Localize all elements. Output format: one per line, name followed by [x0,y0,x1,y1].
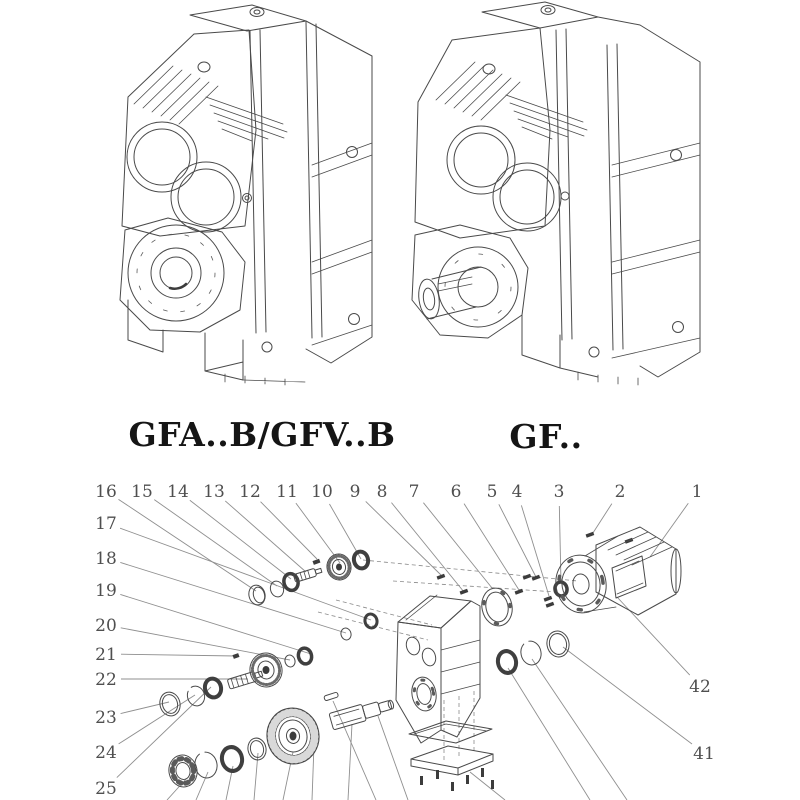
leader-line-18 [120,562,346,633]
model-label-left: GFA..B/GFV..B [128,415,396,454]
shaft-key [324,692,339,701]
oil-pan [411,746,493,768]
callout-number-24: 24 [95,743,117,763]
leader-line-15 [154,500,277,586]
leader-line-5 [499,504,536,577]
ball-bearing [166,752,200,789]
leader-line-2 [591,504,612,536]
terminal-box [612,556,646,598]
output-gear [263,704,324,768]
leader-line-9 [366,501,441,575]
callout-number-22: 22 [95,670,117,690]
snap-ring [519,639,544,667]
callout-number-2: 2 [614,482,626,502]
leader-line-8 [391,503,464,592]
circlip [340,627,353,641]
figure-left-housing-drawing [120,5,372,385]
callout-number-21: 21 [95,645,117,665]
leader-line-6 [464,504,519,590]
pan-bolts [420,768,494,791]
callout-number-11: 11 [276,482,298,502]
bearing [363,613,378,630]
motor [551,527,681,617]
callout-number-23: 23 [95,708,117,728]
motor-body [596,527,676,615]
output-side-rings [496,629,572,675]
leader-line-41 [563,647,692,744]
leader-line-21 [121,654,236,656]
plug-screw [232,653,239,659]
leader-line-4 [521,505,549,596]
callout-number-19: 19 [95,581,117,601]
callout-number-42: 42 [689,677,711,697]
callout-number-3: 3 [553,482,565,502]
callout-layer [95,482,715,799]
leader-line-14 [190,500,291,579]
leader-line-1 [650,503,688,557]
leader-line-24 [119,695,195,744]
callout-number-41: 41 [693,744,715,764]
leader-line-23 [121,702,169,714]
bearing [496,649,518,674]
exploded-view [95,482,715,800]
callout-number-14: 14 [167,482,189,502]
leader-line-13 [225,501,306,572]
callout-number-13: 13 [203,482,225,502]
housing-body [396,595,480,743]
callout-number-16: 16 [95,482,117,502]
callout-number-5: 5 [486,482,498,502]
gear-stage1 [325,552,354,582]
callout-number-25: 25 [95,779,117,799]
callout-number-8: 8 [376,482,388,502]
leader-line-7 [423,503,492,588]
leader-line-16 [118,499,256,591]
callout-number-15: 15 [131,482,153,502]
leader-line-11 [296,503,340,563]
leader-line-19 [120,594,311,654]
model-label-right: GF.. [509,417,583,456]
output-shaft [329,696,396,730]
set-screw [312,559,320,565]
callout-number-12: 12 [239,482,261,502]
callout-number-9: 9 [349,482,361,502]
leader-line-25 [117,687,211,778]
callout-number-10: 10 [311,482,333,502]
bearing [297,647,314,666]
callout-number-17: 17 [95,514,117,534]
figure-right-housing-drawing [412,2,700,385]
leader-line-42 [617,597,690,675]
callout-number-4: 4 [511,482,523,502]
leader-line-12 [261,502,317,559]
callout-number-1: 1 [691,482,703,502]
intermediate-shaft-parts [157,613,378,718]
bearing [203,677,223,699]
washer [284,654,297,668]
bearing [352,550,370,570]
callout-number-20: 20 [95,616,117,636]
output-shaft-parts [166,692,396,790]
callout-number-7: 7 [408,482,420,502]
pinion-shaft [293,566,322,582]
leader-line-3 [559,506,561,583]
callout-number-6: 6 [450,482,462,502]
callout-number-18: 18 [95,549,117,569]
gear-stage2 [247,650,285,690]
